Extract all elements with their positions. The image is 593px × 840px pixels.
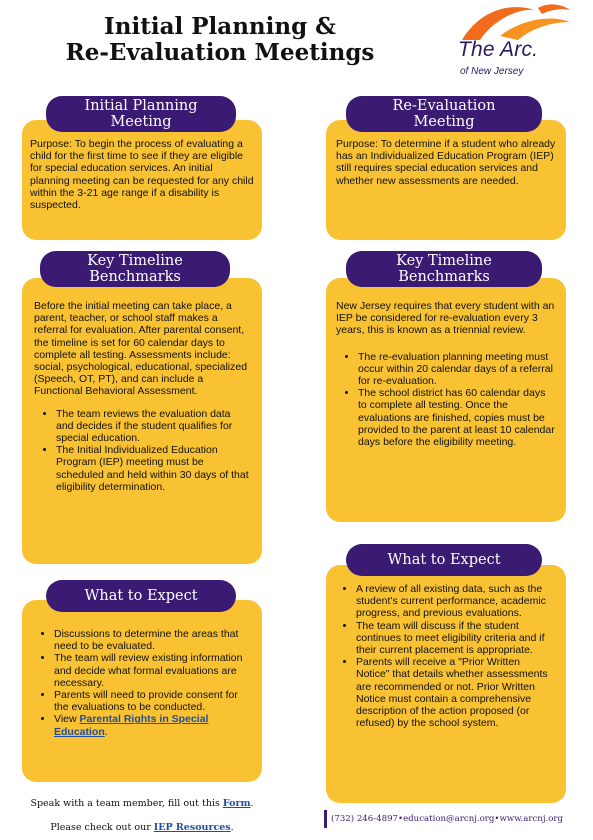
heading-line: Benchmarks — [398, 269, 490, 285]
logo-subtitle: of New Jersey — [460, 66, 524, 77]
iep-resources-link[interactable]: IEP Resources — [153, 822, 231, 833]
view-suffix: . — [104, 725, 108, 738]
heading-text: What to Expect — [387, 552, 501, 568]
reeval-expect-heading — [346, 544, 542, 576]
initial-timeline-heading — [40, 251, 230, 287]
reeval-timeline-list — [336, 351, 556, 449]
reeval-heading — [346, 96, 542, 132]
page-title — [50, 14, 390, 66]
reeval-purpose-text: Purpose: To determine if a student who already has an Individualized Education Program (IEP) still requires special education services and whether new assessments are needed. — [336, 138, 556, 187]
list-item: • Parents will need to provide consent for the evaluations to be conducted. — [54, 689, 250, 713]
heading-line: Initial Planning — [84, 98, 198, 114]
initial-expect-list — [32, 628, 250, 738]
initial-timeline-box — [22, 278, 262, 564]
list-item — [54, 713, 250, 737]
form-link[interactable]: Form — [222, 798, 251, 809]
initial-expect-box — [22, 600, 262, 782]
initial-timeline-intro: Before the initial meeting can take place, a parent, teacher, or school staff makes a referral for evaluation. After parental consent, the timeline is set for 60 calendar days to complete all testing. Assessments include: social, psychological, educational, specialized (Speech, OT, PT), and can include a Functional Behavioral Assessment. — [34, 300, 248, 398]
contact-info: (732) 246-4897•education@arcnj.org•www.arcnj.org — [324, 810, 574, 828]
title-line-2: Re-Evaluation Meetings — [65, 39, 375, 66]
initial-expect-heading — [46, 580, 236, 612]
list-item: • Discussions to determine the areas that need to be evaluated. — [54, 628, 250, 652]
reeval-expect-list — [334, 583, 556, 729]
heading-text: What to Expect — [84, 588, 198, 604]
reeval-timeline-box — [326, 278, 566, 522]
reeval-timeline-heading — [346, 251, 542, 287]
heading-line: Meeting — [413, 114, 475, 130]
list-item: • The team will discuss if the student continues to meet eligibility criteria and if their current placement is appropriate. — [356, 620, 556, 657]
reeval-expect-box — [326, 565, 566, 803]
list-item: • The Initial Individualized Education Program (IEP) meeting must be scheduled and held within 30 days of that eligibility determination. — [56, 444, 250, 493]
footer-form-line — [22, 798, 262, 809]
heading-line: Re-Evaluation — [392, 98, 496, 114]
list-item: • Parents will receive a "Prior Written Notice" that details whether assessments are recommended or not. Prior Written Notice must contain a comprehensive description of the action proposed (or refused) by the school system. — [356, 656, 556, 729]
title-line-1: Initial Planning & — [104, 13, 336, 40]
heading-line: Key Timeline — [87, 253, 183, 269]
reeval-purpose-box — [326, 120, 566, 240]
initial-timeline-list — [34, 408, 250, 493]
list-item: • A review of all existing data, such as the student's current performance, academic progress, and previous evaluations. — [356, 583, 556, 620]
view-prefix: View — [54, 713, 80, 726]
parental-rights-link[interactable]: Parental Rights in Special Education — [54, 713, 209, 738]
list-item: • The school district has 60 calendar days to complete all testing. Once the evaluations are finished, copies must be provided to the parent at least 10 calendar days before the eligibility meeting. — [358, 387, 556, 448]
initial-purpose-box — [22, 120, 262, 240]
list-item: • The team will review existing information and decide what formal evaluations are necessary. — [54, 652, 250, 689]
heading-line: Meeting — [110, 114, 172, 130]
footer-text: Please check out our — [50, 822, 154, 833]
list-item: • The re-evaluation planning meeting must occur within 20 calendar days of a referral for re-evaluation. — [358, 351, 556, 388]
footer-text: . — [230, 822, 234, 833]
list-item: • The team reviews the evaluation data and decides if the student qualifies for special education. — [56, 408, 250, 445]
footer-text: Speak with a team member, fill out this — [30, 798, 223, 809]
logo-name: The Arc. — [458, 38, 539, 61]
initial-purpose-text: Purpose: To begin the process of evaluating a child for the first time to see if they are eligible for special education services. An initial planning meeting can be requested for any child within the 3-21 age range if a disability is suspected. — [30, 138, 254, 212]
initial-planning-heading — [46, 96, 236, 132]
heading-line: Benchmarks — [89, 269, 181, 285]
footer-text: . — [250, 798, 254, 809]
heading-line: Key Timeline — [396, 253, 492, 269]
reeval-timeline-intro: New Jersey requires that every student with an IEP be considered for re-evaluation every 3 years, this is known as a triennial review. — [336, 300, 555, 337]
footer-resources-line — [22, 822, 262, 833]
